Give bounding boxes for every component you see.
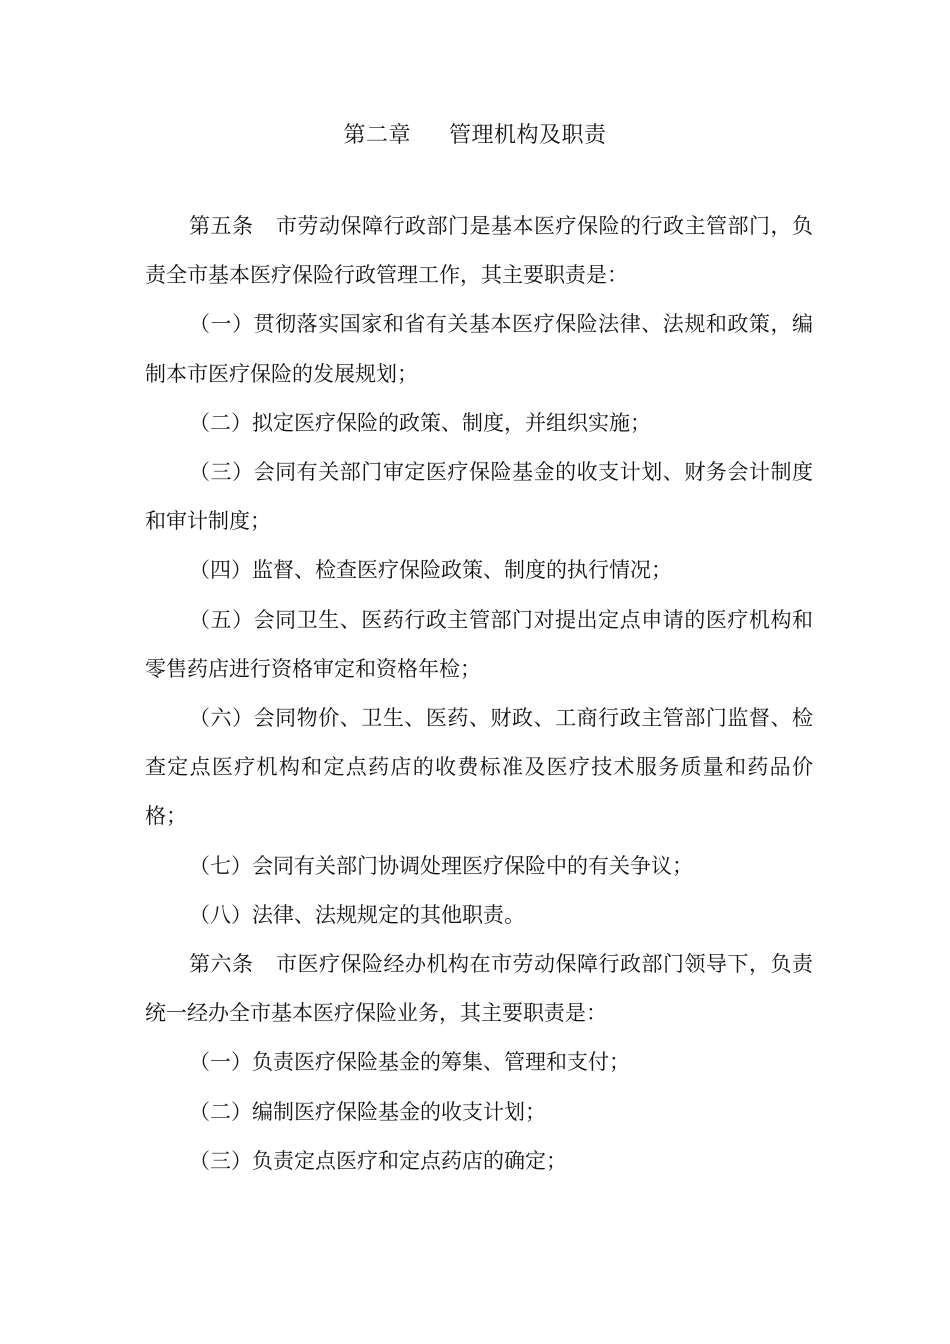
article-paragraph xyxy=(145,202,813,300)
list-item-paragraph xyxy=(145,399,813,448)
paragraph-text: （七）会同有关部门协调处理医疗保险中的有关争议； xyxy=(189,853,693,878)
chapter-heading xyxy=(0,118,950,154)
paragraph-text: （三）会同有关部门审定医疗保险基金的收支计划、财务会计制度和审计制度； xyxy=(145,460,813,534)
list-item-paragraph xyxy=(145,842,813,891)
list-item-paragraph xyxy=(145,300,813,398)
list-item-paragraph xyxy=(145,694,813,842)
chapter-number: 第二章 xyxy=(343,123,411,148)
paragraph-text: （五）会同卫生、医药行政主管部门对提出定点申请的医疗机构和零售药店进行资格审定和资格年检； xyxy=(145,607,813,681)
paragraph-text: （二）拟定医疗保险的政策、制度，并组织实施； xyxy=(189,410,651,435)
paragraph-text: （八）法律、法规规定的其他职责。 xyxy=(189,902,525,927)
list-item-paragraph xyxy=(145,546,813,595)
list-item-paragraph xyxy=(145,891,813,940)
paragraph-text: （六）会同物价、卫生、医药、财政、工商行政主管部门监督、检查定点医疗机构和定点药店的收费标准及医疗技术服务质量和药品价格； xyxy=(145,706,813,829)
paragraph-text: （一）负责医疗保险基金的筹集、管理和支付； xyxy=(189,1050,630,1075)
paragraph-text: （一）贯彻落实国家和省有关基本医疗保险法律、法规和政策，编制本市医疗保险的发展规划； xyxy=(145,312,813,386)
chapter-title: 管理机构及职责 xyxy=(449,123,607,148)
list-item-paragraph xyxy=(145,596,813,694)
article-paragraph xyxy=(145,940,813,1038)
paragraph-text: （二）编制医疗保险基金的收支计划； xyxy=(189,1099,546,1124)
list-item-paragraph xyxy=(145,1088,813,1137)
paragraph-text: （三）负责定点医疗和定点药店的确定； xyxy=(189,1148,567,1173)
document-body xyxy=(145,202,813,1186)
article-label: 第六条 xyxy=(189,952,254,977)
list-item-paragraph xyxy=(145,1038,813,1087)
paragraph-text: 市劳动保障行政部门是基本医疗保险的行政主管部门，负责全市基本医疗保险行政管理工作，其主要职责是： xyxy=(145,214,813,288)
list-item-paragraph xyxy=(145,448,813,546)
article-label: 第五条 xyxy=(189,214,254,238)
list-item-paragraph xyxy=(145,1137,813,1186)
paragraph-text: 市医疗保险经办机构在市劳动保障行政部门领导下，负责统一经办全市基本医疗保险业务，其主要职责是： xyxy=(145,952,813,1026)
paragraph-text: （四）监督、检查医疗保险政策、制度的执行情况； xyxy=(189,558,672,583)
